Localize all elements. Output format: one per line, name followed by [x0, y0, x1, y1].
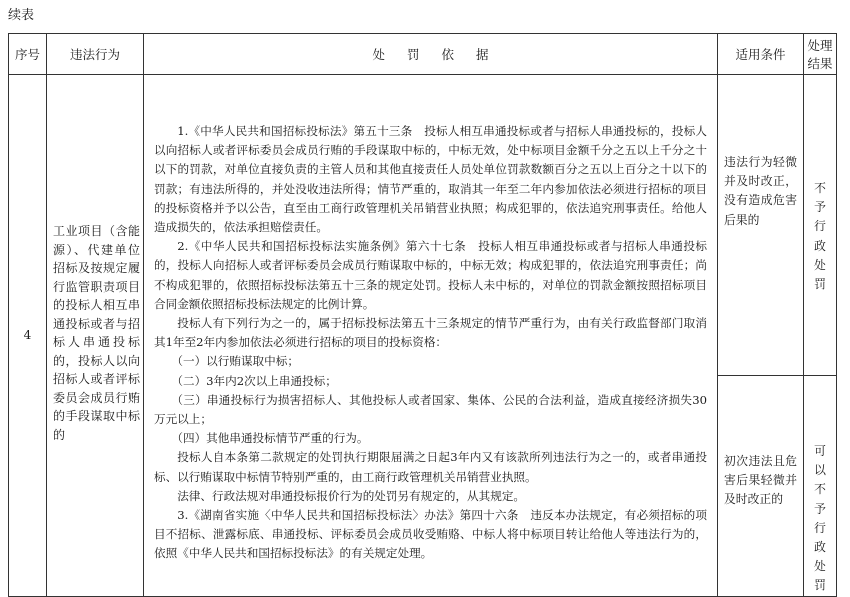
header-basis: 处罚依据 [144, 34, 718, 75]
result-2: 可以不予行政处罚 [804, 376, 837, 597]
basis-paragraph: 3.《湖南省实施〈中华人民共和国招标投标法〉办法》第四十六条 违反本办法规定，有必须招标的项目不招标、泄露标底、串通投标、评标委员会成员收受贿赂、中标人将中标项目转让给他人等违法行为的，依照《中华人民共和国招标投标法》的有关规定处理。 [154, 508, 707, 561]
violation-text: 工业项目（含能源）、代建单位招标及按规定履行监管职责项目的投标人相互串通投标或者与招标人串通投标的，投标人以向招标人或者评标委员会成员行贿的手段谋取中标的 [47, 75, 144, 597]
penalty-table [8, 33, 837, 597]
header-no: 序号 [9, 34, 47, 75]
row-number: 4 [9, 75, 47, 597]
header-condition: 适用条件 [718, 34, 804, 75]
basis-paragraph: 投标人有下列行为之一的，属于招标投标法第五十三条规定的情节严重行为，由有关行政监督部门取消其1年至2年内参加依法必须进行招标的项目的投标资格： [154, 316, 707, 350]
condition-2: 初次违法且危害后果轻微并及时改正的 [718, 376, 804, 597]
basis-item: （二）3年内2次以上串通投标； [171, 373, 337, 388]
condition-1: 违法行为轻微并及时改正，没有造成危害后果的 [718, 75, 804, 376]
table-header-row [9, 34, 837, 75]
basis-item: （四）其他串通投标情节严重的行为。 [171, 431, 369, 446]
penalty-basis [144, 75, 718, 597]
basis-item: （三）串通投标行为损害招标人、其他投标人或者国家、集体、公民的合法利益，造成直接经济损失30万元以上； [154, 392, 707, 427]
header-violation: 违法行为 [47, 34, 144, 75]
basis-paragraph: 1.《中华人民共和国招标投标法》第五十三条 投标人相互串通投标或者与招标人串通投标的，投标人以向招标人或者评标委员会成员行贿的手段谋取中标的，中标无效，处中标项目金额千分之五以上千分之十以下的罚款，对单位直接负责的主管人员和其他直接责任人员处单位罚款数额百分之五以上百分之十以下的罚款；有违法所得的，并处没收违法所得；情节严重的，取消其一年至二年内参加依法必须进行招标的项目的投标资格并予以公告，直至由工商行政管理机关吊销营业执照；构成犯罪的，依法追究刑事责任。给他人造成损失的，依法承担赔偿责任。 [154, 124, 707, 235]
header-result: 处理结果 [804, 34, 837, 75]
continued-label: 续表 [8, 8, 35, 23]
basis-item: （一）以行贿谋取中标； [171, 354, 299, 369]
basis-paragraph: 法律、行政法规对串通投标报价行为的处罚另有规定的，从其规定。 [177, 488, 526, 503]
result-1: 不予行政处罚 [804, 75, 837, 376]
table-row [9, 75, 837, 376]
basis-paragraph: 2.《中华人民共和国招标投标法实施条例》第六十七条 投标人相互串通投标或者与招标人串通投标的，投标人向招标人或者评标委员会成员行贿谋取中标的，中标无效；构成犯罪的，依法追究刑事责任；尚不构成犯罪的，依照招标投标法第五十三条的规定处罚。投标人未中标的，对单位的罚款金额按照招标项目合同金额依照招标投标法规定的比例计算。 [154, 239, 707, 311]
basis-paragraph: 投标人自本条第二款规定的处罚执行期限届满之日起3年内又有该款所列违法行为之一的，或者串通投标、以行贿谋取中标情节特别严重的，由工商行政管理机关吊销营业执照。 [154, 450, 707, 484]
